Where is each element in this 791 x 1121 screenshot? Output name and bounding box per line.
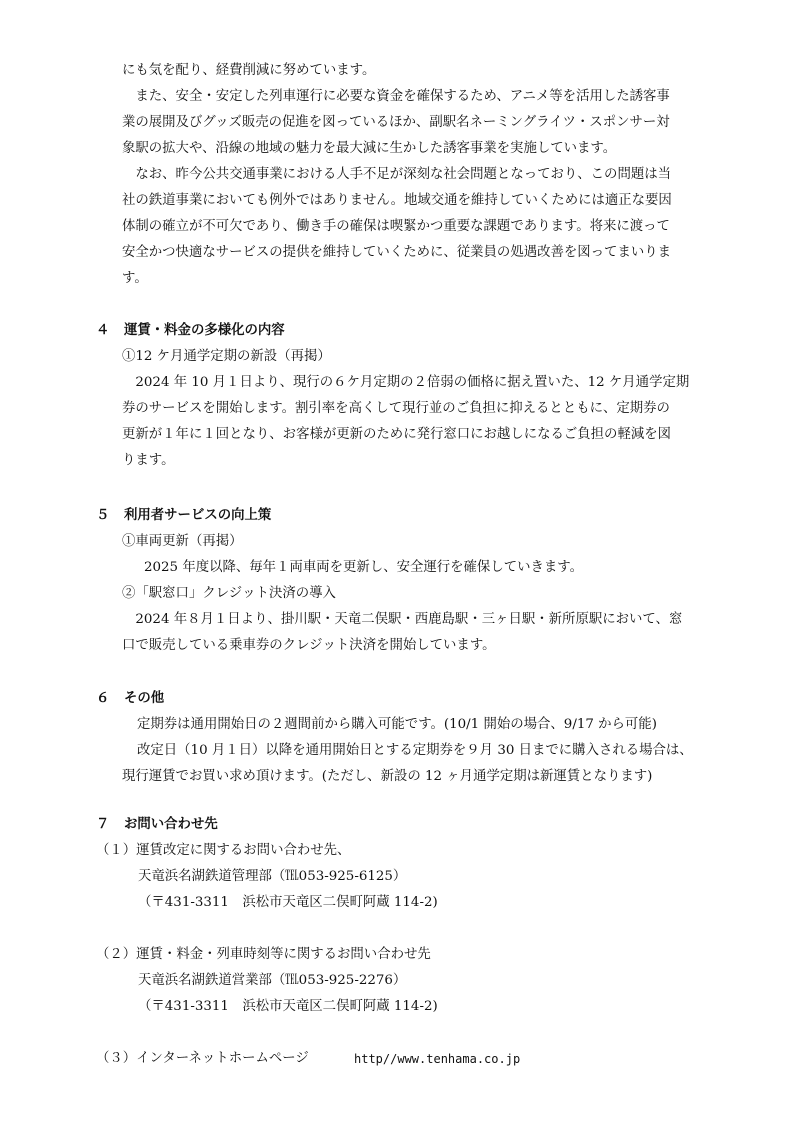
contact-1-label: （１）運賃改定に関するお問い合わせ先、 [96, 843, 351, 858]
contact-1-dept: 天竜浜名湖鉄道管理部（℡053-925-6125） [138, 869, 407, 884]
section-4-item-1-line-1: 2024 年 10 月１日より、現行の６ケ月定期の２倍弱の価格に据え置いた、12 ケ月通学定期 [122, 375, 690, 390]
section-5-item-2-line-1: 2024 年８月１日より、掛川駅・天竜二俣駅・西鹿島駅・三ヶ日駅・新所原駅において、窓 [122, 612, 683, 627]
section-4-item-1-title: ①12 ケ月通学定期の新設（再掲） [122, 349, 331, 364]
contact-2-label: （２）運賃・料金・列車時刻等に関するお問い合わせ先 [96, 947, 431, 962]
section-6-line-1: 定期券は通用開始日の２週間前から購入可能です。(10/1 開始の場合、9/17 から可能) [137, 717, 657, 732]
section-4-heading: 運賃・料金の多様化の内容 [124, 323, 285, 338]
intro-p3-line-4: 安全かつ快適なサービスの提供を維持していくために、従業員の処遇改善を図ってまいりま [122, 245, 672, 260]
intro-p2-line-1: また、安全・安定した列車運行に必要な資金を確保するため、アニメ等を活用した誘客事 [122, 89, 670, 104]
contact-3-label: （３）インターネットホームページ [96, 1051, 309, 1066]
intro-p2-line-2: 業の展開及びグッズ販売の促進を図っているほか、副駅名ネーミングライツ・スポンサー対 [122, 115, 670, 130]
section-4-item-1-line-3: 更新が１年に１回となり、お客様が更新のために発行窓口にお越しになるご負担の軽減を図 [122, 427, 672, 442]
section-6-heading: その他 [124, 691, 165, 706]
section-4-item-1-line-4: ります。 [122, 453, 175, 468]
section-5-item-1-title: ①車両更新（再掲） [122, 534, 243, 549]
intro-p3-line-3: 体制の確立が不可欠であり、働き手の確保は喫緊かつ重要な課題であります。将来に渡って [122, 219, 670, 234]
intro-p3-line-2: 社の鉄道事業においても例外ではありません。地域交通を維持していくためには適正な要因 [122, 193, 672, 208]
section-7-number: ７ [96, 817, 110, 832]
intro-p3-line-5: す。 [122, 271, 148, 286]
contact-1-address: （〒431-3311 浜松市天竜区二俣町阿蔵 114-2) [138, 895, 438, 910]
section-4-item-1-line-2: 券のサービスを開始します。割引率を高くして現行並のご負担に抑えるとともに、定期券の [122, 401, 670, 416]
section-5-heading: 利用者サービスの向上策 [124, 508, 272, 523]
section-6-number: ６ [96, 691, 110, 706]
contact-2-dept: 天竜浜名湖鉄道営業部（℡053-925-2276） [138, 973, 407, 988]
section-6-line-3: 現行運賃でお買い求め頂けます。(ただし、新設の 12 ヶ月通学定期は新運賃となります) [122, 769, 653, 784]
section-6-line-2: 改定日（10 月１日）以降を通用開始日とする定期券を９月 30 日までに購入される場合は、 [137, 743, 693, 758]
contact-2-address: （〒431-3311 浜松市天竜区二俣町阿蔵 114-2) [138, 999, 438, 1014]
section-5-item-2-title: ②「駅窓口」クレジット決済の導入 [122, 586, 336, 601]
intro-p2-line-3: 象駅の拡大や、沿線の地域の魅力を最大減に生かした誘客事業を実施しています。 [122, 141, 617, 156]
section-4-number: ４ [96, 323, 110, 338]
section-5-item-1-body: 2025 年度以降、毎年１両車両を更新し、安全運行を確保していきます。 [144, 560, 583, 575]
section-5-item-2-line-2: 口で販売している乗車券のクレジット決済を開始しています。 [122, 638, 496, 653]
intro-p3-line-1: なお、昨今公共交通事業における人手不足が深刻な社会問題となっており、この問題は当 [122, 167, 672, 182]
section-5-number: ５ [96, 508, 110, 523]
section-7-heading: お問い合わせ先 [124, 817, 218, 832]
intro-line-1: にも気を配り、経費削減に努めています。 [122, 63, 376, 78]
homepage-link[interactable]: http//www.tenhama.co.jp [354, 1052, 521, 1066]
